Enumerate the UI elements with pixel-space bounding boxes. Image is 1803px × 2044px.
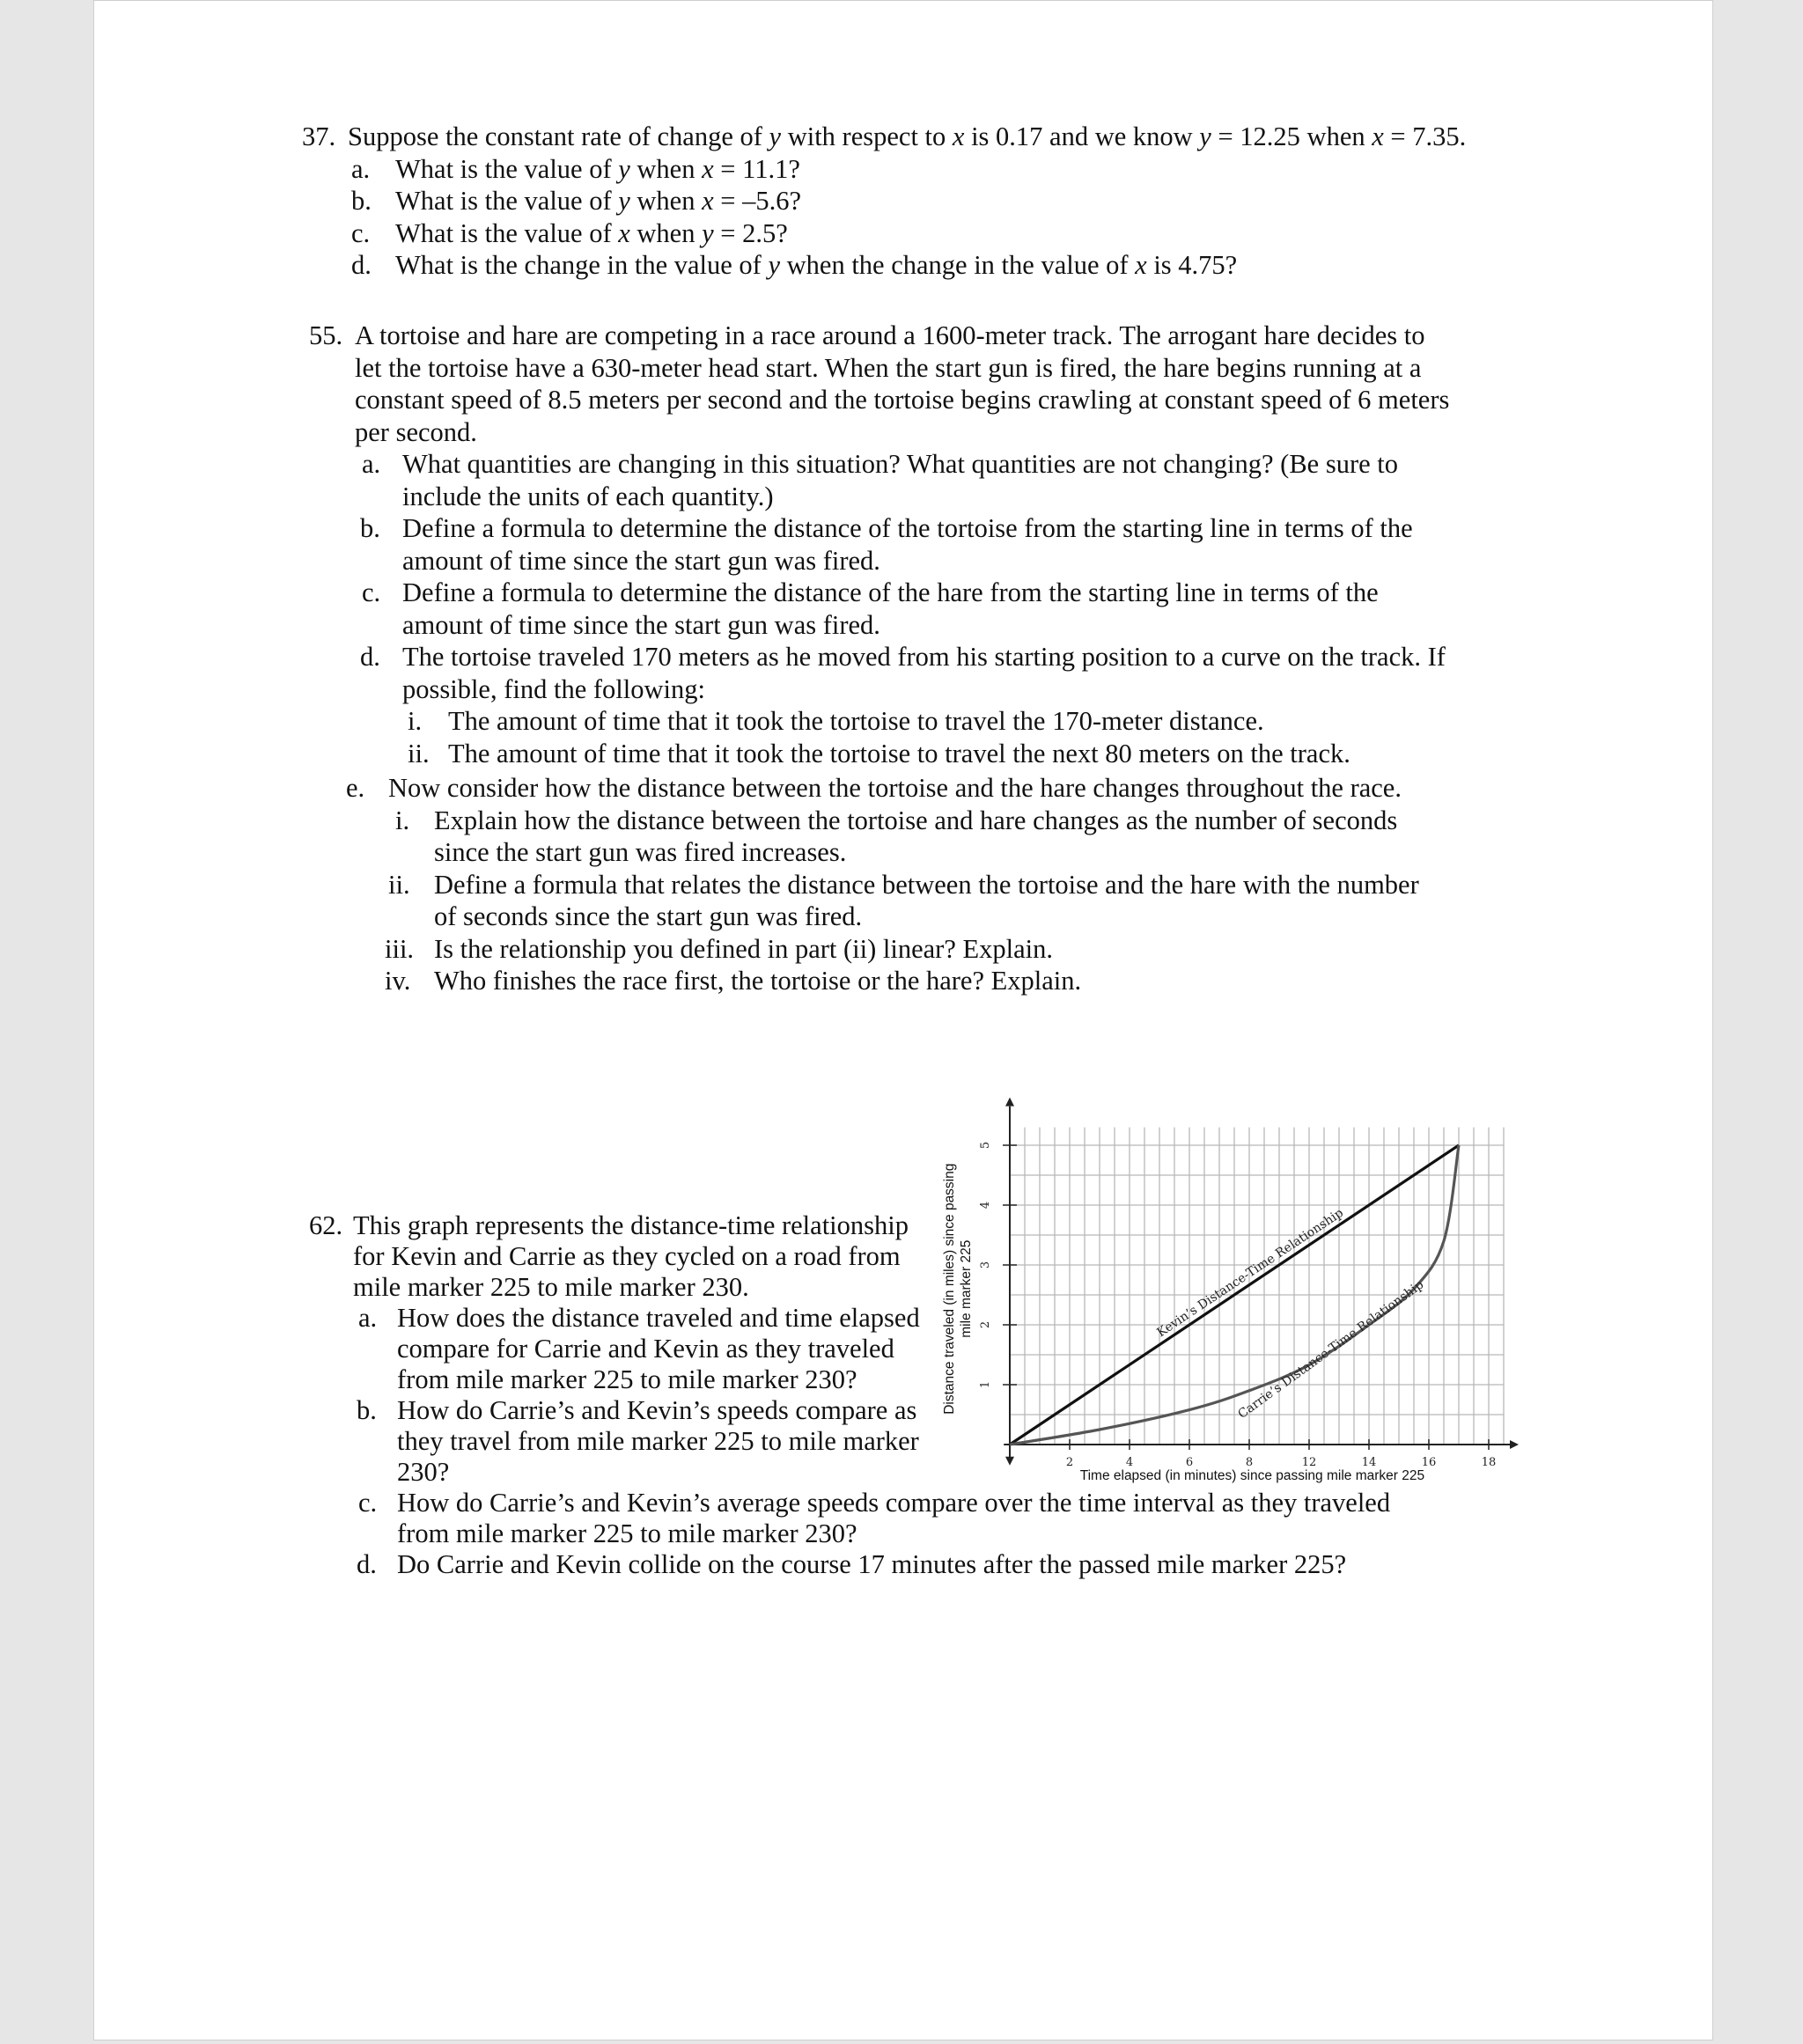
part-d: d. What is the change in the value of y when the change in the value of x is 4.75? [351,250,1238,280]
part-a: a. How does the distance traveled and time elapsed [358,1303,920,1333]
x-tick-label: 12 [1301,1456,1317,1469]
x-axis-arrow [1510,1440,1519,1449]
part-d: d. Do Carrie and Kevin collide on the course 17 minutes after the passed mile marker 225? [357,1549,1347,1579]
x-axis-label: Time elapsed (in minutes) since passing mile marker 225 [1079,1468,1425,1483]
kevin-series-label: Kevin’s Distance-Time Relationship [1154,1205,1346,1341]
y-tick-label: 2 [979,1320,992,1329]
part-d-i: i. The amount of time that it took the tortoise to travel the 170-meter distance. [408,706,1264,736]
part-b: b. Define a formula to determine the distance of the tortoise from the starting line in terms of the [360,513,1413,543]
carrie-series-label: Carrie’s Distance-Time Relationship [1235,1277,1427,1422]
part-e-i: i. Explain how the distance between the tortoise and hare changes as the number of seconds [395,805,1398,835]
x-tick-label: 18 [1481,1456,1497,1469]
y-axis-arrow [1005,1098,1014,1107]
part-c: c. Define a formula to determine the distance of the hare from the starting line in terms of the [362,577,1379,607]
part-d: d. The tortoise traveled 170 meters as he moved from his starting position to a curve on the track. If [360,642,1446,672]
part-e-iii: iii. Is the relationship you defined in part (ii) linear? Explain. [385,933,1053,964]
x-tick-label: 14 [1361,1456,1377,1469]
part-a: a. What quantities are changing in this situation? What quantities are not changing? (Be sure to [362,449,1399,479]
y-axis-label-line2: mile marker 225 [959,1239,974,1338]
part-a: a. What is the value of y when x = 11.1? [351,153,800,184]
part-e-ii: ii. Define a formula that relates the distance between the tortoise and the hare with the number [388,869,1419,900]
part-e-iv: iv. Who finishes the race first, the tortoise or the hare? Explain. [385,966,1082,996]
chart-axes [1004,1098,1519,1466]
document-page [93,0,1713,2040]
question-number: 62. [309,1210,343,1240]
x-tick-label: 6 [1185,1456,1194,1469]
x-tick-label: 2 [1065,1456,1074,1469]
question-number: 55. [309,320,343,350]
chart-ticks [979,1142,1496,1469]
x-tick-label: 4 [1125,1456,1134,1469]
y-tick-label: 4 [979,1201,992,1209]
question-62: 62. This graph represents the distance-time relationship for Kevin and Carrie as they cycled on a road from mile marker 225 to mile marker 230. a. How does the distance traveled and time elapsed compare for Carrie and Kevin as they traveled from mile marker 225 to mile marker 230? b. How do Carrie’s and Kevin’s speeds compare as they travel from mile marker 225 to mile marker 230? [309,1210,1013,1488]
question-stem: Suppose the constant rate of change of y with respect to x is 0.17 and we know y = 12.25 when x = 7.35. [348,121,1467,151]
y-tick-label: 3 [979,1261,992,1269]
part-e: e. Now consider how the distance between the tortoise and the hare changes throughout the race. [346,773,1402,803]
x-tick-label: 16 [1421,1456,1437,1469]
question-62-continued: c. How do Carrie’s and Kevin’s average speeds compare over the time interval as they traveled from mile marker 225 to mile marker 230? d. Do Carrie and Kevin collide on the course 17 minutes after the passed mile marker 225? [309,1488,1682,1580]
question-number: 37. [302,121,336,151]
question-55: 55. A tortoise and hare are competing in a race around a 1600-meter track. The arrogant hare decides to let the tortoise have a 630-meter head start. When the start gun is fired, the hare begins running at a constant speed of 8.5 meters per second and the tortoise begins crawling at constant speed of 6 meters per second. a. What quantities are changing in this situation? What quantities are not changing? (Be sure to include the units of each quantity.) b. Define a formula to determine the distance of the tortoise from the starting line in terms of the amount of time since the start gun was fired. c. Define a formula to determine the distance of the hare from the starting line in terms of the amount of time since the start gun was fired. d. The tortoise traveled 170 meters as he moved from his starting position to a curve on the track. If possible, find the following: i. The amount of time that it took the tortoise to travel the 170-meter distance. ii. The amount of time that it took the tortoise to travel the next 80 meters on the track. e. Now consider how the distance between the tortoise and the hare changes throughout the race. i. Explain how the distance between the tortoise and hare changes as the number of seconds since the start gun was fired increases. ii. Define a formula that relates the distance between the tortoise and the hare with the number of seconds since the start gun was fired. iii. Is the relationship you defined in part (ii) linear? Explain. iv. Who finishes the race first, the tortoise or the hare? Explain. [309,320,1682,997]
part-b: b. What is the value of y when x = –5.6? [351,186,802,216]
part-d-ii: ii. The amount of time that it took the tortoise to travel the next 80 meters on the track. [408,738,1350,768]
y-tick-label: 1 [979,1380,992,1389]
y-axis-label-line1: Distance traveled (in miles) since passing [942,1163,957,1415]
x-tick-label: 8 [1245,1456,1254,1469]
y-axis-arrow-down [1005,1457,1014,1466]
part-c: c. What is the value of x when y = 2.5? [351,217,788,248]
y-tick-label: 5 [979,1141,992,1150]
distance-time-chart [94,1,1712,2040]
part-c: c. How do Carrie’s and Kevin’s average speeds compare over the time interval as they traveled [358,1488,1391,1518]
part-b: b. How do Carrie’s and Kevin’s speeds compare as [357,1395,917,1425]
